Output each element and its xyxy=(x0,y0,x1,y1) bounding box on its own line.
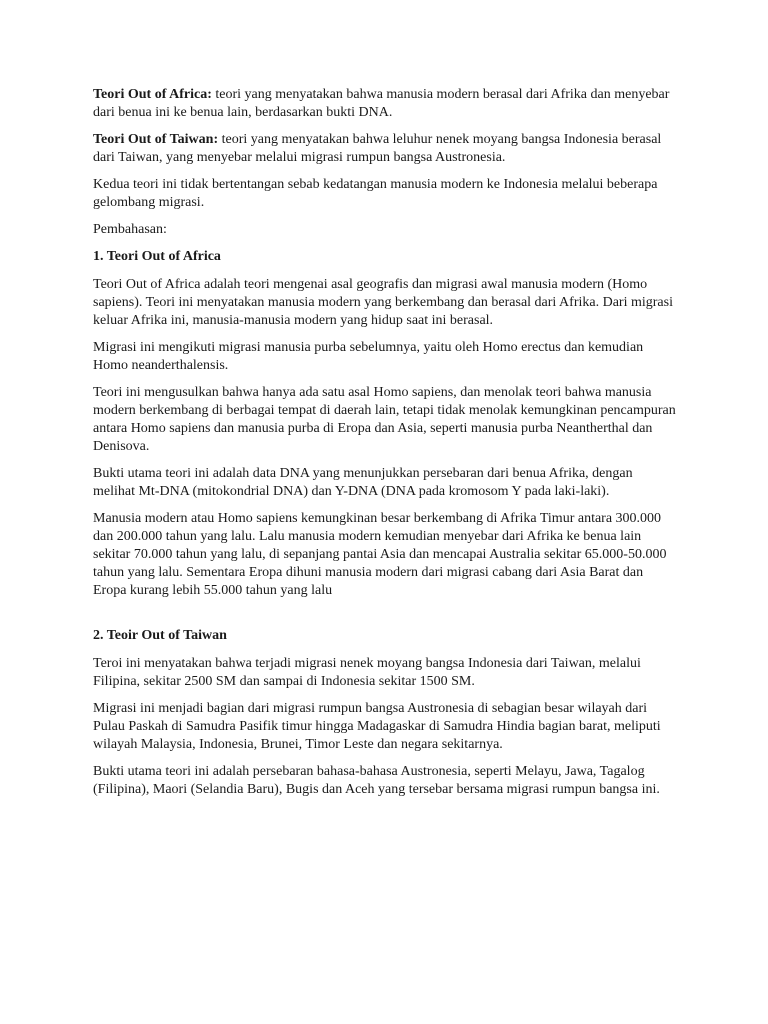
africa-theory-label: Teori Out of Africa: xyxy=(93,87,212,102)
section-2-paragraph: Bukti utama teori ini adalah persebaran bahasa-bahasa Austronesia, seperti Melayu, Jawa, Tagalog (Filipina), Maori (Selandia Baru), Bugis dan Aceh yang tersebar bersama migrasi rumpun bangsa ini. xyxy=(93,764,660,797)
section-1-heading: 1. Teori Out of Africa xyxy=(93,249,221,264)
taiwan-theory-label: Teori Out of Taiwan: xyxy=(93,132,219,147)
africa-theory-definition: teori yang menyatakan bahwa manusia modern berasal dari Afrika dan menyebar dari benua ini ke benua lain, berdasarkan bukti DNA. xyxy=(93,87,670,120)
section-1-paragraph: Manusia modern atau Homo sapiens kemungkinan besar berkembang di Afrika Timur antara 300.000 dan 200.000 tahun yang lalu. Lalu manusia modern kemudian menyebar dari Afrika ke benua lain sekitar 70.000 tahun yang lalu, di sepanjang pantai Asia dan mencapai Australia sekitar 65.000-50.000 tahun yang lalu. Sementara Eropa dihuni manusia modern dari migrasi cabang dari Asia Barat dan Eropa kurang lebih 55.000 tahun yang lalu xyxy=(93,511,667,598)
intro-africa-paragraph xyxy=(93,86,678,122)
intro-taiwan-paragraph xyxy=(93,131,678,167)
section-2-heading: 2. Teoir Out of Taiwan xyxy=(93,628,227,643)
section-2-paragraph: Teroi ini menyatakan bahwa terjadi migrasi nenek moyang bangsa Indonesia dari Taiwan, melalui Filipina, sekitar 2500 SM dan sampai di Indonesia sekitar 1500 SM. xyxy=(93,656,641,689)
section-1-paragraph: Bukti utama teori ini adalah data DNA yang menunjukkan persebaran dari benua Afrika, dengan melihat Mt-DNA (mitokondrial DNA) dan Y-DNA (DNA pada kromosom Y pada laki-laki). xyxy=(93,466,633,499)
section-1-paragraph: Migrasi ini mengikuti migrasi manusia purba sebelumnya, yaitu oleh Homo erectus dan kemudian Homo neanderthalensis. xyxy=(93,340,644,373)
section-1-paragraph: Teori Out of Africa adalah teori mengenai asal geografis dan migrasi awal manusia modern (Homo sapiens). Teori ini menyatakan manusia modern yang berkembang dan berasal dari Afrika. Dari migrasi keluar Afrika ini, manusia-manusia modern yang hidup saat ini berasal. xyxy=(93,277,673,328)
taiwan-theory-definition: teori yang menyatakan bahwa leluhur nenek moyang bangsa Indonesia berasal dari Taiwan, yang menyebar melalui migrasi rumpun bangsa Austronesia. xyxy=(93,132,662,165)
section-2-paragraph: Migrasi ini menjadi bagian dari migrasi rumpun bangsa Austronesia di sebagian besar wilayah dari Pulau Paskah di Samudra Pasifik timur hingga Madagaskar di Samudra Hindia bagian barat, meliputi wilayah Malaysia, Indonesia, Brunei, Timor Leste dan negara sekitarnya. xyxy=(93,701,661,752)
discussion-label: Pembahasan: xyxy=(93,222,167,237)
intro-conclusion-paragraph: Kedua teori ini tidak bertentangan sebab kedatangan manusia modern ke Indonesia melalui beberapa gelombang migrasi. xyxy=(93,177,658,210)
section-1-paragraph: Teori ini mengusulkan bahwa hanya ada satu asal Homo sapiens, dan menolak teori bahwa manusia modern berkembang di berbagai tempat di daerah lain, tetapi tidak menolak kemungkinan pencampuran antara Homo sapiens dan manusia purba di Eropa dan Asia, seperti manusia purba Neantherthal dan Denisova. xyxy=(93,385,676,454)
